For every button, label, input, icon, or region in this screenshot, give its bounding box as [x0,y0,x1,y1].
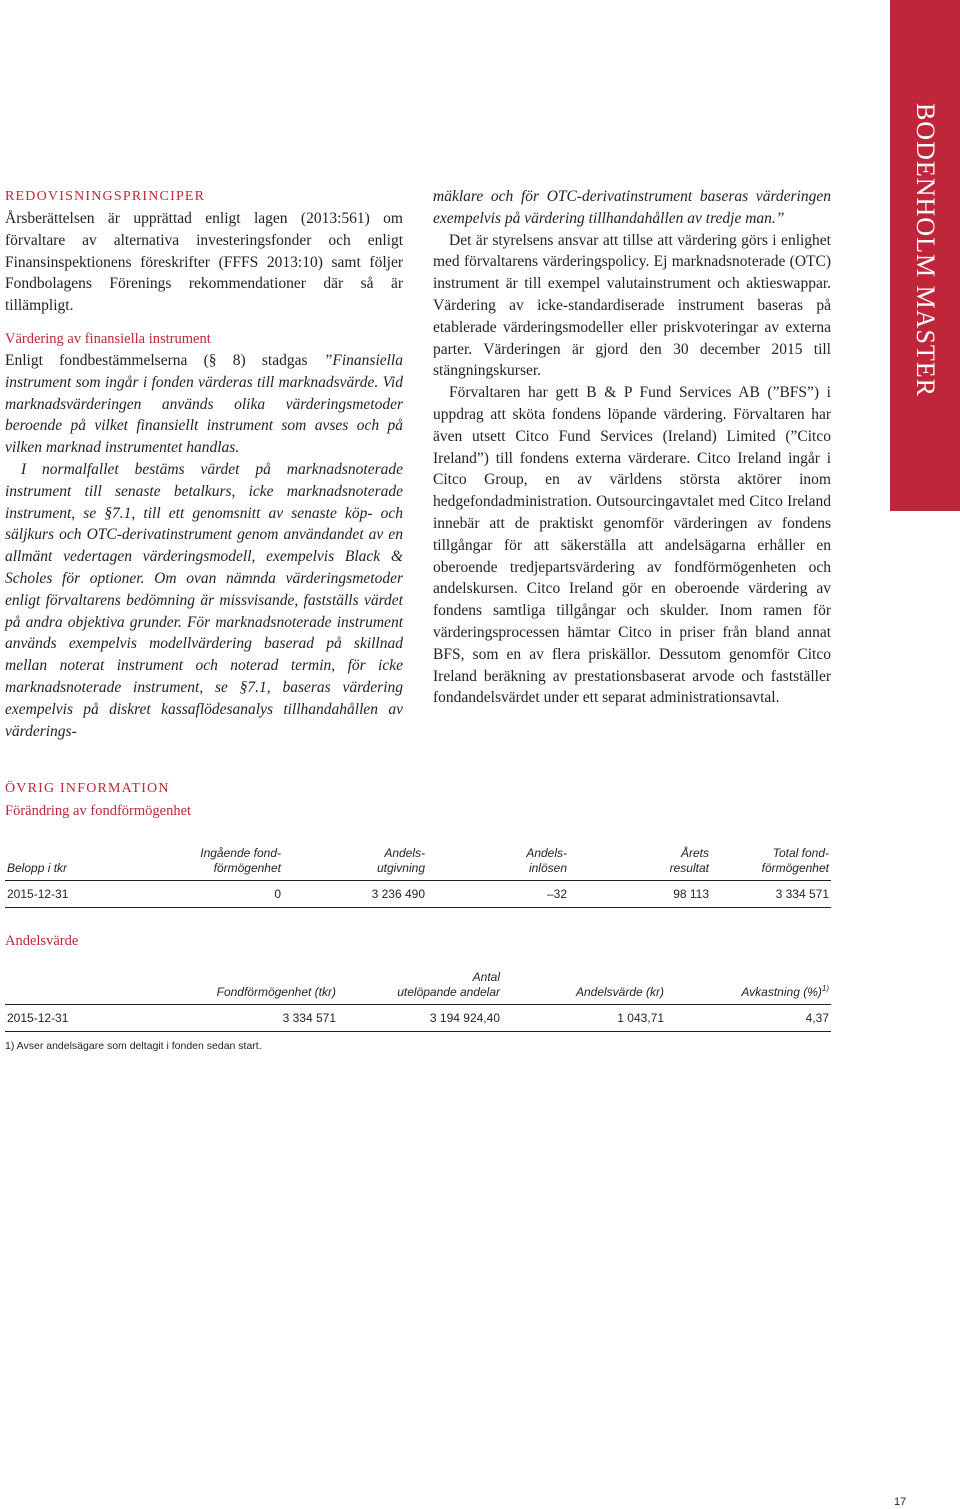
valuation-quote-paragraph: I normalfallet bestäms värdet på marknadsnoterade instrument till senaste betalkurs, icke marknadsnoterade instrument, se §7.1, till ett genomsnitt av senaste köp- och säljkurs och OTC-derivatinstrument genom användandet av en allmänt vedertagen värderingsmodell, exempelvis Black & Scholes för optioner. Om ovan nämnda värderingsmetoder enligt förvaltarens bedömning är missvisande, fastställs värdet på andra objektiva grunder. För marknadsnoterade instrument används exempelvis modellvärdering baserad på skillnad mellan noterat instrument och noterad termin, för icke marknadsnoterade instrument, se §7.1, baseras värdering exempelvis på diskret kassaflödesanalys tillhandahållen av värderings- [5,460,403,740]
table-cell: 3 194 924,40 [338,1005,502,1032]
table-cell: 3 334 571 [711,881,831,908]
footnote: 1) Avser andelsägare som deltagit i fonden sedan start. [5,1040,262,1052]
left-column [5,186,403,742]
valuation-quote-text: ”Finansiella instrument som ingår i fonden värderas till marknadsvärde. Vid marknadsvärderingen används olika värderingsmetoder beroende på vilket finansiellt instrument som avses och på vilken marknad instrumentet handlas. [5,351,403,457]
quote-continuation: mäklare och för OTC-derivatinstrument baseras värderingen exempelvis på värdering tillhandahållen av tredje man.” [433,188,831,227]
column-header: Andels- utgivning [283,844,427,881]
column-header: Fondförmögenhet (tkr) [129,964,338,1005]
unit-value-table [5,964,831,1032]
table2-title: Andelsvärde [5,933,79,949]
valuation-regular-text: Enligt fondbestämmelserna (§ 8) stadgas [5,351,324,369]
page-number: 17 [894,1496,907,1508]
brand-sidebar [890,0,960,511]
table-cell: 3 236 490 [283,881,427,908]
table-cell: –32 [427,881,569,908]
brand-title: BODENHOLM MASTER [911,102,940,398]
table-header-row [5,964,831,1005]
table-cell: 2015-12-31 [5,881,159,908]
table-cell: 3 334 571 [129,1005,338,1032]
column-header: Total fond- förmögenhet [711,844,831,881]
table-cell: 1 043,71 [502,1005,666,1032]
right-column [433,186,831,709]
table-row [5,1005,831,1032]
column-header: Avkastning (%)$^{1)}$ [666,964,831,1005]
table1-title: Förändring av fondförmögenhet [5,803,192,819]
subheading-valuation: Värdering av finansiella instrument [5,330,211,347]
column-header: Andels- inlösen [427,844,569,881]
intro-paragraph: Årsberättelsen är upprättad enligt lagen (2013:561) om förvaltare av alternativa investeringsfonder och enligt Finansinspektionens föreskrifter (FFFS 2013:10) samt följer Fondbolagens Förenings rekommendationer där så är tillämpligt. [5,210,403,315]
section-heading-redovisningsprinciper: REDOVISNINGSPRINCIPER [5,189,206,204]
table-cell: 4,37 [666,1005,831,1032]
column-header [5,964,129,1005]
table-cell: 0 [159,881,283,908]
other-information [5,778,833,1052]
valuation-paragraph [5,350,403,459]
column-header: Antal utelöpande andelar [338,964,502,1005]
fund-assets-table [5,844,831,908]
table-header-row [5,844,831,881]
column-header: Ingående fond- förmögenhet [159,844,283,881]
table-cell: 98 113 [569,881,711,908]
table-row [5,881,831,908]
table-cell: 2015-12-31 [5,1005,129,1032]
column-header: Årets resultat [569,844,711,881]
column-header: Belopp i tkr [5,844,159,881]
column-header: Andelsvärde (kr) [502,964,666,1005]
section-heading-ovrig-information: ÖVRIG INFORMATION [5,781,170,796]
footnote-marker: 1) [821,984,829,993]
administrator-paragraph: Förvaltaren har gett B & P Fund Services AB (”BFS”) i uppdrag att sköta fondens löpande värdering. Förvaltaren har även utsett Citco Fund Services (Ireland) Limited (”Citco Ireland”) till fondens externa värderare. Citco Ireland ingår i Citco Group, en av världens största aktörer inom hedgefondadministration. Outsourcingavtalet med Citco Ireland innebär att de praktiskt genomför värderingen av fondens tillgångar för att säkerställa att andelsägarna erhåller en oberoende tredjepartsvärdering av fondförmögenheten och andelskursen. Citco Ireland gör en oberoende värdering av fondens samtliga tillgångar och skulder. Inom ramen för värderingsprocessen hämtar Citco in priser från bland annat BFS, som en av flera priskällor. Dessutom genomför Citco Ireland beräkning av prestationsbaserat arvode och fastställer fondandelsvärdet under ett separat administrationsavtal. [433,384,831,707]
responsibility-paragraph: Det är styrelsens ansvar att tillse att värdering görs i enlighet med förvaltarens värderingspolicy. Ej marknadsnoterade (OTC) instrument är till exempel valutainstrument och aktieswappar. Värdering av icke-standardiserade instrument baseras på etablerade värderingsmodeller eller priskvoteringar av externa parter. Värderingen är gjord den 30 december 2015 till stängningskurser. [433,231,831,380]
